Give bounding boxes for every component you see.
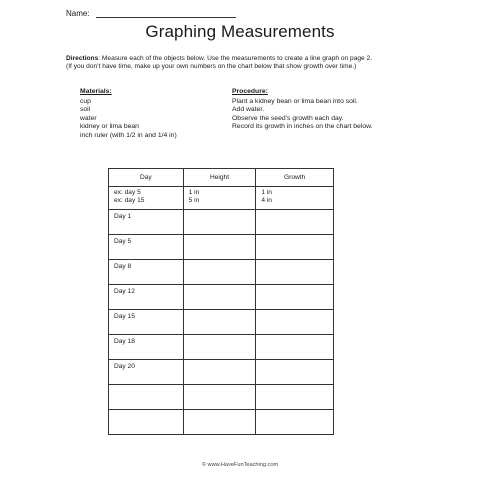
materials-section <box>80 88 177 141</box>
height-cell[interactable] <box>183 235 256 260</box>
table-header-row <box>109 169 334 187</box>
page-title: Graphing Measurements <box>145 22 335 41</box>
footer-credit: © www.HaveFunTeaching.com <box>201 462 279 468</box>
name-blank[interactable] <box>96 9 236 18</box>
materials-item: kidney or lima bean <box>80 123 139 131</box>
day-cell: Day 20 <box>109 360 184 385</box>
day-cell: Day 12 <box>109 285 184 310</box>
table-row <box>109 360 334 385</box>
table-row <box>109 410 334 435</box>
growth-cell[interactable] <box>256 360 334 385</box>
materials-item: inch ruler (with 1/2 in and 1/4 in) <box>80 131 177 139</box>
height-cell[interactable] <box>183 335 256 360</box>
growth-cell[interactable] <box>256 260 334 285</box>
name-label: Name: <box>66 9 90 18</box>
example-day-cell <box>109 187 184 210</box>
table-row <box>109 310 334 335</box>
procedure-step: Record its growth in inches on the chart below. <box>232 123 373 131</box>
table-row <box>109 335 334 360</box>
procedure-heading: Procedure: <box>232 88 268 95</box>
procedure-step: Observe the seed’s growth each day. <box>232 114 344 122</box>
procedure-section <box>232 88 373 132</box>
height-cell[interactable] <box>183 385 256 410</box>
growth-cell[interactable] <box>256 310 334 335</box>
day-cell: Day 18 <box>109 335 184 360</box>
example-row <box>109 187 334 210</box>
example-day: ex: day 5 <box>114 189 141 196</box>
directions-text-1: : Measure each of the objects below. Use the measurements to create a line graph on page 2. <box>98 55 373 62</box>
height-cell[interactable] <box>183 360 256 385</box>
day-cell: Day 15 <box>109 310 184 335</box>
materials-item: soil <box>80 106 91 114</box>
name-field <box>66 9 236 18</box>
example-growth-cell <box>256 187 334 210</box>
example-growth: 4 in <box>261 196 272 204</box>
table-row <box>109 385 334 410</box>
procedure-step: Plant a kidney bean or lima bean into soil. <box>232 97 358 105</box>
height-cell[interactable] <box>183 210 256 235</box>
materials-heading: Materials: <box>80 88 112 95</box>
measurement-table <box>108 168 334 435</box>
growth-cell[interactable] <box>256 335 334 360</box>
directions <box>66 55 426 72</box>
header-day: Day <box>109 169 184 187</box>
height-cell[interactable] <box>183 260 256 285</box>
procedure-step: Add water. <box>232 106 265 114</box>
materials-item: cup <box>80 97 91 105</box>
directions-text-2: (If you don’t have time, make up your own numbers on the chart below that show growth over time.) <box>66 63 357 71</box>
table-row <box>109 235 334 260</box>
example-height: 1 in <box>188 189 200 196</box>
example-height: 5 in <box>188 196 200 204</box>
directions-label: Directions <box>66 55 99 62</box>
day-cell[interactable] <box>109 410 184 435</box>
example-growth: 1 in <box>261 189 272 196</box>
height-cell[interactable] <box>183 310 256 335</box>
header-growth: Growth <box>256 169 334 187</box>
growth-cell[interactable] <box>256 285 334 310</box>
materials-item: water <box>80 114 97 122</box>
day-cell[interactable] <box>109 385 184 410</box>
growth-cell[interactable] <box>256 385 334 410</box>
day-cell: Day 1 <box>109 210 184 235</box>
growth-cell[interactable] <box>256 235 334 260</box>
table-row <box>109 285 334 310</box>
height-cell[interactable] <box>183 285 256 310</box>
header-height: Height <box>183 169 256 187</box>
day-cell: Day 8 <box>109 260 184 285</box>
height-cell[interactable] <box>183 410 256 435</box>
example-height-cell <box>183 187 256 210</box>
growth-cell[interactable] <box>256 210 334 235</box>
day-cell: Day 5 <box>109 235 184 260</box>
growth-cell[interactable] <box>256 410 334 435</box>
table-row <box>109 260 334 285</box>
example-day: ex: day 15 <box>114 196 145 204</box>
table-row <box>109 210 334 235</box>
